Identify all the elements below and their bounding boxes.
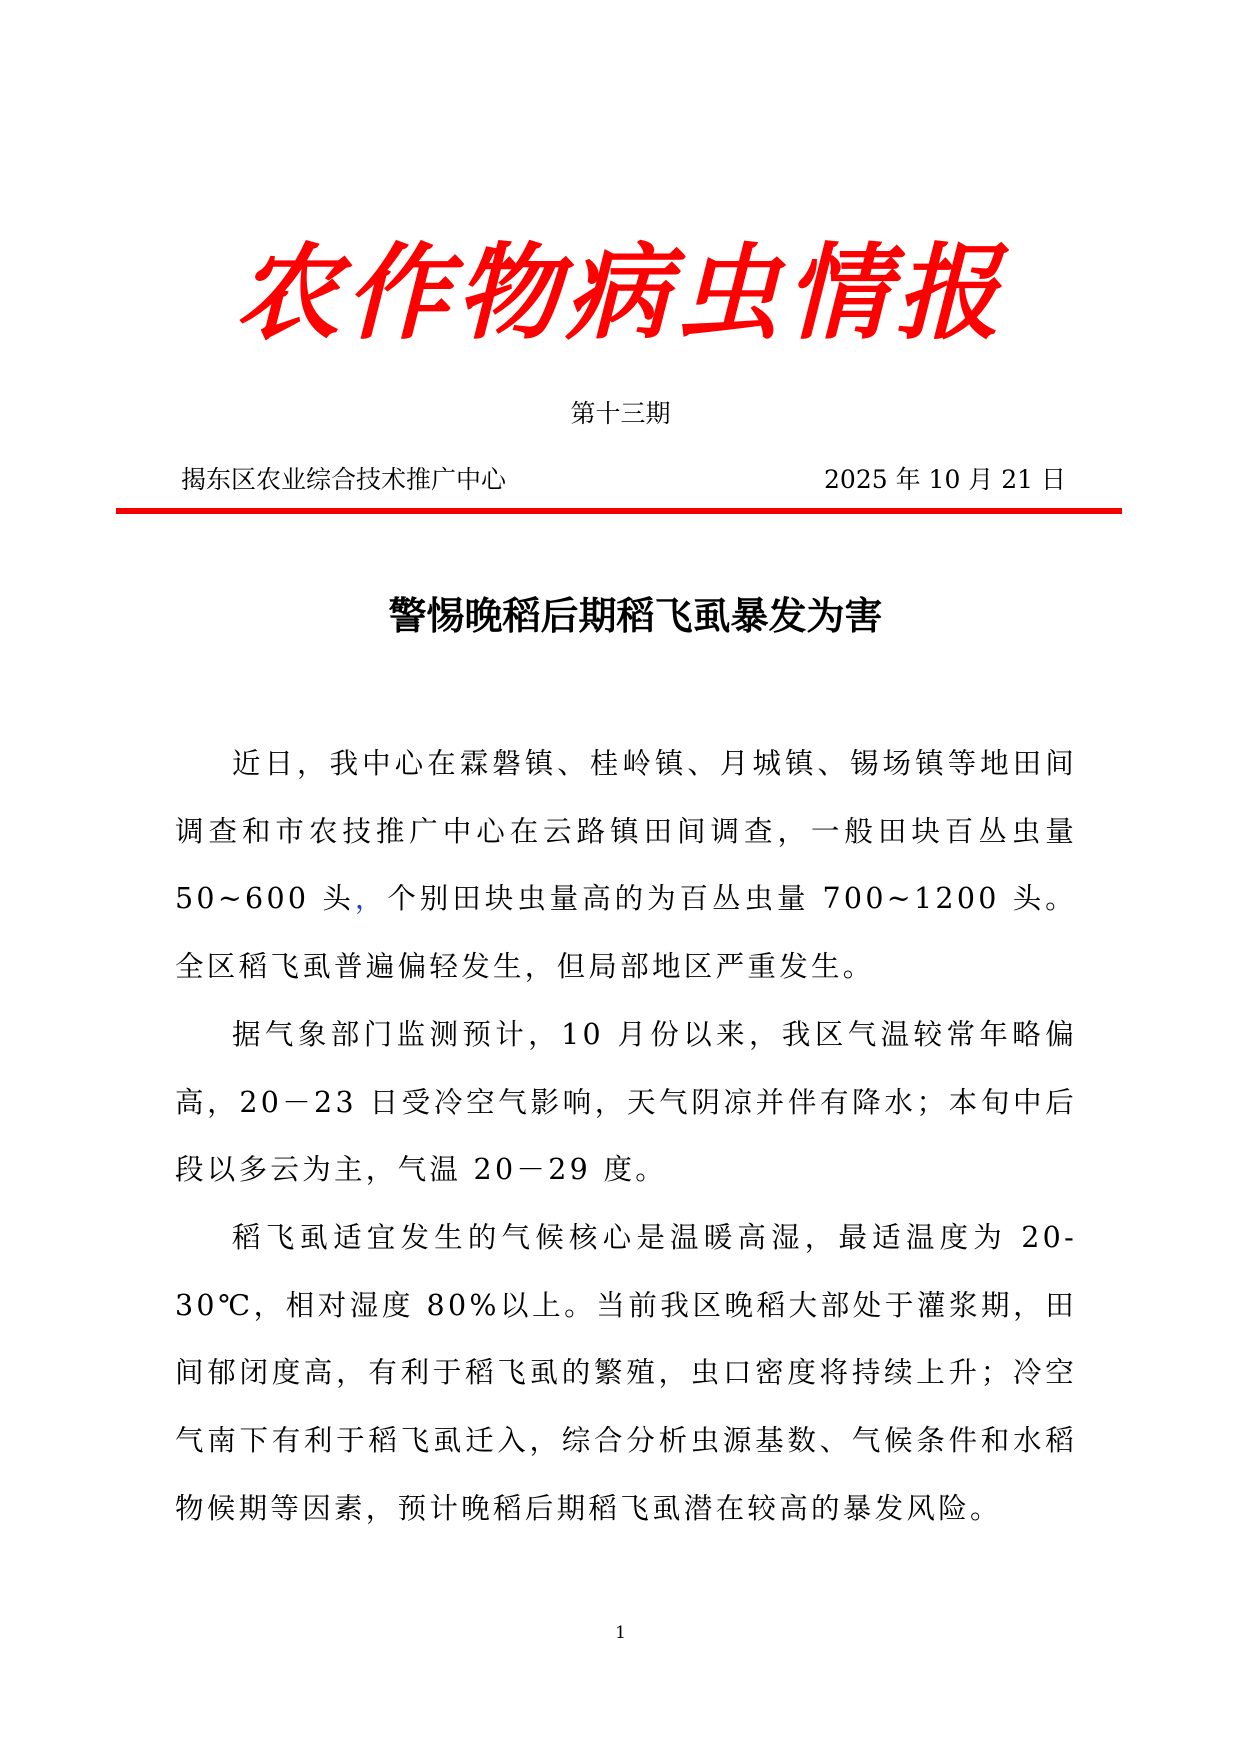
issue-number: 第十三期 <box>570 399 671 428</box>
publication-date: 2025 年 10 月 21 日 <box>824 465 1066 494</box>
paragraph-survey-part2: 个别田块虫量高的为百丛虫量 700~1200 头。全区稻飞虱普遍偏轻发生，但局部地区严重发生。 <box>175 882 1077 984</box>
masthead-divider <box>116 508 1122 514</box>
article-body <box>175 730 1077 1542</box>
page-number: 1 <box>615 1623 626 1643</box>
paragraph-survey-part1: 近日，我中心在霖磐镇、桂岭镇、月城镇、锡场镇等地田间调查和市农技推广中心在云路镇田间调查，一般田块百丛虫量 50~600 头 <box>175 747 1077 916</box>
paragraph-weather: 据气象部门监测预计，10 月份以来，我区气温较常年略偏高，20－23 日受冷空气影响，天气阴凉并伴有降水；本旬中后段以多云为主，气温 20－29 度。 <box>175 1017 1077 1187</box>
paragraph-survey-comma: ， <box>354 882 388 916</box>
publisher-agency: 揭东区农业综合技术推广中心 <box>181 465 507 494</box>
article-headline: 警惕晚稻后期稻飞虱暴发为害 <box>388 594 883 638</box>
paragraph-survey <box>175 730 1077 1001</box>
paragraph-forecast: 稻飞虱适宜发生的气候核心是温暖高湿，最适温度为 20-30℃，相对湿度 80%以上。当前我区晚稻大部处于灌浆期，田间郁闭度高，有利于稻飞虱的繁殖，虫口密度将持续上升；冷空气南下有利于稻飞虱迁入，综合分析虫源基数、气候条件和水稻物候期等因素，预计晚稻后期稻飞虱潜在较高的暴发风险。 <box>175 1220 1077 1525</box>
masthead-title: 农作物病虫情报 <box>235 231 1006 354</box>
publisher-meta-row <box>181 462 1066 498</box>
